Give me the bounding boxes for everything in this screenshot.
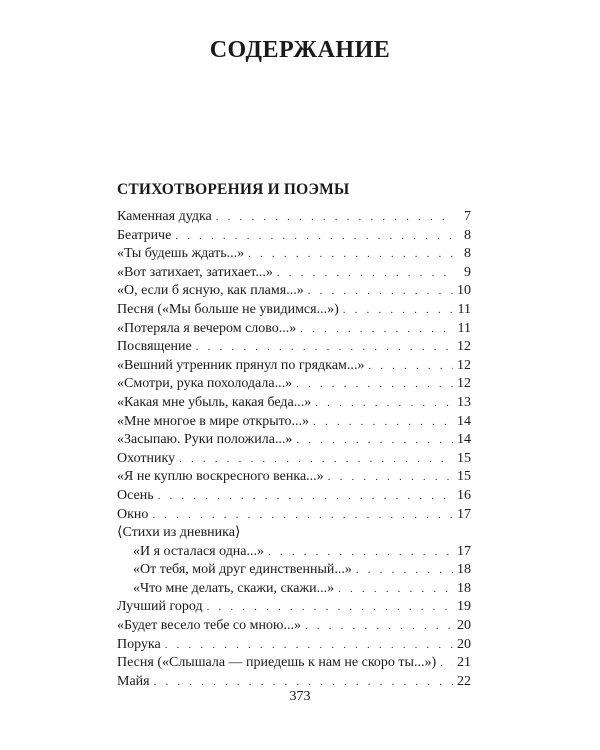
toc-entry-page: 12 [457, 357, 471, 373]
dot-leader [175, 227, 453, 246]
dot-leader [152, 506, 453, 525]
toc-entry-page: 20 [457, 618, 471, 634]
toc-entry-title: «Засыпаю. Руки положила...» [117, 432, 293, 448]
toc-entry [117, 431, 471, 450]
toc-entry-title: Беатриче [117, 227, 172, 243]
toc-entry-title: «Что мне делать, скажи, скажи...» [133, 580, 335, 596]
toc-entry-page: 15 [457, 469, 471, 485]
toc-entry [117, 394, 471, 413]
toc-entry [117, 561, 471, 580]
dot-leader [277, 264, 453, 283]
toc-entry-page: 13 [457, 394, 471, 410]
toc-entry-title: Порука [117, 636, 161, 652]
dot-leader [368, 357, 453, 376]
toc-entry [117, 320, 471, 339]
toc-entry-title: «От тебя, мой друг единственный...» [133, 562, 352, 578]
dot-leader [216, 208, 453, 227]
table-of-contents [117, 208, 471, 691]
dot-leader [179, 450, 453, 469]
dot-leader [300, 320, 453, 339]
toc-entry-page: 15 [457, 450, 471, 466]
toc-entry [117, 580, 471, 599]
toc-entry-title: «Будет весело тебе со мною...» [117, 618, 301, 634]
toc-entry [117, 487, 471, 506]
toc-entry [117, 543, 471, 562]
dot-leader [308, 282, 453, 301]
toc-entry [117, 301, 471, 320]
toc-entry [117, 338, 471, 357]
dot-leader [305, 617, 453, 636]
toc-entry [117, 357, 471, 376]
toc-entry [117, 413, 471, 432]
dot-leader [315, 394, 453, 413]
toc-entry-page: 12 [457, 339, 471, 355]
toc-entry-title: «Какая мне убыль, какая беда...» [117, 394, 312, 410]
dot-leader [158, 487, 453, 506]
toc-entry-page: 19 [457, 599, 471, 615]
toc-group-title: ⟨Стихи из дневника⟩ [117, 525, 241, 541]
toc-entry-page: 8 [464, 227, 471, 243]
toc-entry [117, 598, 471, 617]
toc-entry-page: 7 [464, 209, 471, 224]
toc-entry-title: «О, если б ясную, как пламя...» [117, 283, 304, 299]
toc-entry-page: 21 [457, 655, 471, 671]
toc-entry [117, 617, 471, 636]
dot-leader [343, 301, 453, 320]
dot-leader [328, 468, 453, 487]
dot-leader [207, 598, 453, 617]
toc-entry-page: 10 [457, 283, 471, 299]
toc-entry-title: «Я не куплю воскресного венка...» [117, 469, 324, 485]
toc-entry-title: «Смотри, рука похолодала...» [117, 376, 293, 392]
toc-entry-title: Окно [117, 506, 149, 522]
dot-leader [296, 431, 453, 450]
toc-entry-page: 18 [457, 562, 471, 578]
toc-entry-title: Песня («Мы больше не увидимся...») [117, 301, 339, 317]
toc-entry-title: Осень [117, 487, 154, 503]
toc-entry-title: Каменная дудка [117, 209, 212, 224]
toc-group-heading [117, 524, 471, 543]
toc-entry-page: 11 [457, 320, 471, 336]
toc-entry [117, 282, 471, 301]
dot-leader [356, 561, 453, 580]
toc-entry-page: 14 [457, 413, 471, 429]
toc-entry [117, 468, 471, 487]
toc-entry-page: 17 [457, 543, 471, 559]
dot-leader [338, 580, 453, 599]
page-title: СОДЕРЖАНИЕ [209, 37, 391, 63]
toc-entry-title: Охотнику [117, 450, 176, 466]
toc-entry [117, 654, 471, 673]
toc-entry-page: 8 [464, 246, 471, 262]
toc-entry-page: 9 [464, 264, 471, 280]
toc-entry-title: Лучший город [117, 599, 203, 615]
dot-leader [196, 338, 453, 357]
toc-entry [117, 636, 471, 655]
toc-entry-page: 20 [457, 636, 471, 652]
page-number: 373 [289, 689, 311, 704]
section-title: СТИХОТВОРЕНИЯ И ПОЭМЫ [117, 181, 350, 198]
toc-entry [117, 208, 471, 227]
dot-leader [248, 245, 453, 264]
dot-leader [165, 636, 453, 655]
toc-entry-title: Посвящение [117, 339, 192, 355]
toc-entry-page: 18 [457, 580, 471, 596]
dot-leader [313, 413, 453, 432]
toc-entry-page: 11 [457, 301, 471, 317]
toc-entry [117, 506, 471, 525]
toc-entry-page: 12 [457, 376, 471, 392]
toc-entry-title: «Вешний утренник прянул по грядкам...» [117, 357, 365, 373]
dot-leader [296, 375, 453, 394]
toc-entry-page: 17 [457, 506, 471, 522]
toc-entry-title: «Потеряла я вечером слово...» [117, 320, 297, 336]
toc-entry-page: 22 [457, 673, 471, 689]
dot-leader [268, 543, 453, 562]
toc-entry [117, 245, 471, 264]
dot-leader [440, 654, 453, 673]
toc-entry-title: Песня («Слышала — приедешь к нам не скоро ты...») [117, 655, 437, 671]
toc-entry-title: Майя [117, 673, 150, 689]
toc-entry [117, 227, 471, 246]
toc-entry-page: 14 [457, 432, 471, 448]
toc-entry-title: «Вот затихает, затихает...» [117, 264, 273, 280]
toc-entry-title: «И я осталася одна...» [133, 543, 265, 559]
toc-entry [117, 264, 471, 283]
toc-entry [117, 450, 471, 469]
toc-entry-title: «Ты будешь ждать...» [117, 246, 245, 262]
toc-entry [117, 375, 471, 394]
toc-entry-title: «Мне многое в мире открыто...» [117, 413, 310, 429]
toc-entry-page: 16 [457, 487, 471, 503]
